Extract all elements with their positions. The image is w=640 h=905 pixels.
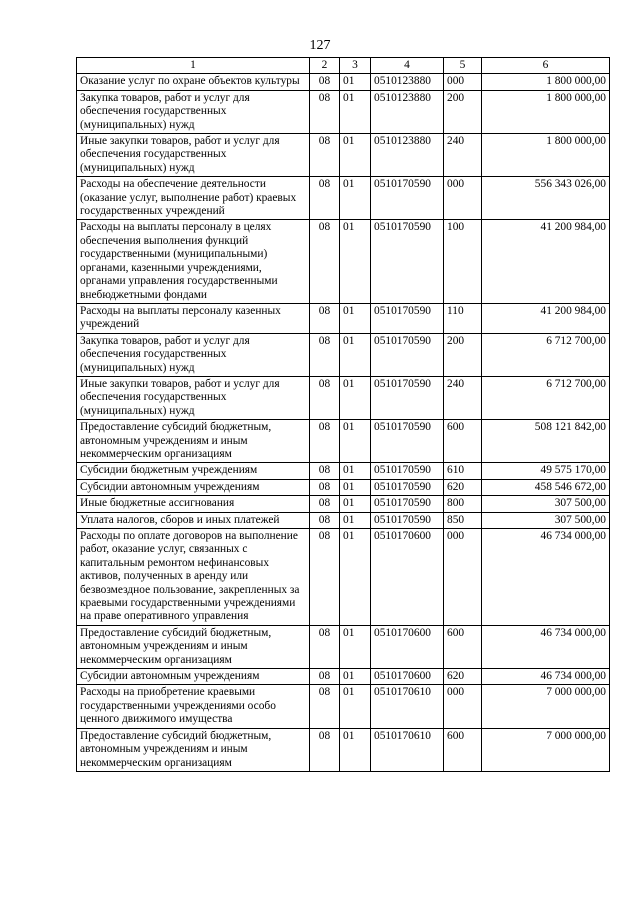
- table-row: [77, 74, 610, 90]
- subsection-code-cell: 01: [340, 376, 371, 419]
- amount-cell: 508 121 842,00: [482, 420, 610, 463]
- amount-cell: 1 800 000,00: [482, 134, 610, 177]
- subsection-code-cell: 01: [340, 512, 371, 528]
- expense-name-cell: Уплата налогов, сборов и иных платежей: [77, 512, 310, 528]
- amount-cell: 307 500,00: [482, 496, 610, 512]
- section-code-cell: 08: [310, 463, 340, 479]
- column-header-4: 4: [371, 58, 444, 74]
- table-row: [77, 512, 610, 528]
- amount-cell: 49 575 170,00: [482, 463, 610, 479]
- expense-name-cell: Иные бюджетные ассигнования: [77, 496, 310, 512]
- subsection-code-cell: 01: [340, 177, 371, 220]
- column-header-2: 2: [310, 58, 340, 74]
- amount-cell: 6 712 700,00: [482, 333, 610, 376]
- expense-type-cell: 110: [444, 303, 482, 333]
- table-row: [77, 420, 610, 463]
- expense-type-cell: 000: [444, 529, 482, 626]
- expense-name-cell: Иные закупки товаров, работ и услуг для обеспечения государственных (муниципальных) нужд: [77, 134, 310, 177]
- expense-name-cell: Расходы на обеспечение деятельности (оказание услуг, выполнение работ) краевых государственных учреждений: [77, 177, 310, 220]
- amount-cell: 1 800 000,00: [482, 74, 610, 90]
- target-article-cell: 0510170590: [371, 220, 444, 303]
- target-article-cell: 0510170600: [371, 625, 444, 668]
- target-article-cell: 0510170590: [371, 420, 444, 463]
- section-code-cell: 08: [310, 496, 340, 512]
- expense-type-cell: 600: [444, 625, 482, 668]
- section-code-cell: 08: [310, 685, 340, 728]
- target-article-cell: 0510170590: [371, 333, 444, 376]
- table-row: [77, 496, 610, 512]
- section-code-cell: 08: [310, 625, 340, 668]
- expense-name-cell: Иные закупки товаров, работ и услуг для обеспечения государственных (муниципальных) нужд: [77, 376, 310, 419]
- expense-name-cell: Предоставление субсидий бюджетным, автономным учреждениям и иным некоммерческим организациям: [77, 625, 310, 668]
- amount-cell: 46 734 000,00: [482, 669, 610, 685]
- expense-type-cell: 610: [444, 463, 482, 479]
- subsection-code-cell: 01: [340, 669, 371, 685]
- expense-type-cell: 620: [444, 479, 482, 495]
- table-row: [77, 669, 610, 685]
- target-article-cell: 0510170590: [371, 376, 444, 419]
- subsection-code-cell: 01: [340, 685, 371, 728]
- target-article-cell: 0510170590: [371, 463, 444, 479]
- section-code-cell: 08: [310, 669, 340, 685]
- subsection-code-cell: 01: [340, 625, 371, 668]
- table-row: [77, 728, 610, 771]
- subsection-code-cell: 01: [340, 220, 371, 303]
- page-number: 127: [309, 38, 331, 53]
- expense-name-cell: Расходы по оплате договоров на выполнение работ, оказание услуг, связанных с капитальным ремонтом нефинансовых активов, полученных в аренду или безвозмездное пользование, закрепленных за краевыми государственными учреждениями на праве оперативного управления: [77, 529, 310, 626]
- expense-type-cell: 240: [444, 134, 482, 177]
- expense-type-cell: 200: [444, 333, 482, 376]
- table-row: [77, 177, 610, 220]
- subsection-code-cell: 01: [340, 479, 371, 495]
- amount-cell: 556 343 026,00: [482, 177, 610, 220]
- expense-type-cell: 200: [444, 90, 482, 133]
- subsection-code-cell: 01: [340, 728, 371, 771]
- expense-name-cell: Закупка товаров, работ и услуг для обеспечения государственных (муниципальных) нужд: [77, 333, 310, 376]
- target-article-cell: 0510170600: [371, 669, 444, 685]
- expense-type-cell: 100: [444, 220, 482, 303]
- expense-name-cell: Оказание услуг по охране объектов культуры: [77, 74, 310, 90]
- table-row: [77, 134, 610, 177]
- amount-cell: 458 546 672,00: [482, 479, 610, 495]
- table-header: [77, 58, 610, 74]
- column-header-5: 5: [444, 58, 482, 74]
- expense-type-cell: 600: [444, 728, 482, 771]
- amount-cell: 6 712 700,00: [482, 376, 610, 419]
- target-article-cell: 0510170600: [371, 529, 444, 626]
- section-code-cell: 08: [310, 376, 340, 419]
- expense-name-cell: Расходы на приобретение краевыми государственными учреждениями особо ценного движимого имущества: [77, 685, 310, 728]
- table-row: [77, 220, 610, 303]
- section-code-cell: 08: [310, 333, 340, 376]
- table-row: [77, 90, 610, 133]
- table-body: [77, 74, 610, 772]
- header-row: [77, 58, 610, 74]
- amount-cell: 41 200 984,00: [482, 303, 610, 333]
- section-code-cell: 08: [310, 512, 340, 528]
- amount-cell: 46 734 000,00: [482, 529, 610, 626]
- expense-type-cell: 850: [444, 512, 482, 528]
- expense-name-cell: Субсидии бюджетным учреждениям: [77, 463, 310, 479]
- amount-cell: 46 734 000,00: [482, 625, 610, 668]
- section-code-cell: 08: [310, 134, 340, 177]
- target-article-cell: 0510170610: [371, 685, 444, 728]
- target-article-cell: 0510170590: [371, 303, 444, 333]
- table-row: [77, 376, 610, 419]
- subsection-code-cell: 01: [340, 74, 371, 90]
- target-article-cell: 0510123880: [371, 90, 444, 133]
- column-header-3: 3: [340, 58, 371, 74]
- budget-table: [76, 57, 610, 772]
- section-code-cell: 08: [310, 529, 340, 626]
- target-article-cell: 0510123880: [371, 74, 444, 90]
- expense-name-cell: Расходы на выплаты персоналу в целях обеспечения выполнения функций государственными (муниципальными) органами, казенными учреждениями, органами управления государственными внебюджетными фондами: [77, 220, 310, 303]
- section-code-cell: 08: [310, 303, 340, 333]
- table-row: [77, 333, 610, 376]
- section-code-cell: 08: [310, 90, 340, 133]
- column-header-1: 1: [77, 58, 310, 74]
- table-row: [77, 303, 610, 333]
- subsection-code-cell: 01: [340, 529, 371, 626]
- expense-type-cell: 600: [444, 420, 482, 463]
- expense-type-cell: 800: [444, 496, 482, 512]
- section-code-cell: 08: [310, 74, 340, 90]
- target-article-cell: 0510123880: [371, 134, 444, 177]
- subsection-code-cell: 01: [340, 333, 371, 376]
- subsection-code-cell: 01: [340, 420, 371, 463]
- expense-type-cell: 000: [444, 74, 482, 90]
- target-article-cell: 0510170590: [371, 479, 444, 495]
- expense-type-cell: 620: [444, 669, 482, 685]
- target-article-cell: 0510170610: [371, 728, 444, 771]
- expense-name-cell: Предоставление субсидий бюджетным, автономным учреждениям и иным некоммерческим организациям: [77, 420, 310, 463]
- amount-cell: 307 500,00: [482, 512, 610, 528]
- expense-name-cell: Субсидии автономным учреждениям: [77, 479, 310, 495]
- amount-cell: 41 200 984,00: [482, 220, 610, 303]
- expense-name-cell: Субсидии автономным учреждениям: [77, 669, 310, 685]
- subsection-code-cell: 01: [340, 496, 371, 512]
- table-row: [77, 479, 610, 495]
- expense-name-cell: Предоставление субсидий бюджетным, автономным учреждениям и иным некоммерческим организациям: [77, 728, 310, 771]
- section-code-cell: 08: [310, 420, 340, 463]
- expense-type-cell: 000: [444, 177, 482, 220]
- target-article-cell: 0510170590: [371, 512, 444, 528]
- subsection-code-cell: 01: [340, 90, 371, 133]
- table-row: [77, 529, 610, 626]
- expense-type-cell: 000: [444, 685, 482, 728]
- target-article-cell: 0510170590: [371, 496, 444, 512]
- section-code-cell: 08: [310, 479, 340, 495]
- table-row: [77, 625, 610, 668]
- subsection-code-cell: 01: [340, 134, 371, 177]
- target-article-cell: 0510170590: [371, 177, 444, 220]
- section-code-cell: 08: [310, 177, 340, 220]
- table-row: [77, 463, 610, 479]
- subsection-code-cell: 01: [340, 463, 371, 479]
- expense-name-cell: Расходы на выплаты персоналу казенных учреждений: [77, 303, 310, 333]
- section-code-cell: 08: [310, 728, 340, 771]
- amount-cell: 7 000 000,00: [482, 685, 610, 728]
- expense-type-cell: 240: [444, 376, 482, 419]
- column-header-6: 6: [482, 58, 610, 74]
- amount-cell: 1 800 000,00: [482, 90, 610, 133]
- amount-cell: 7 000 000,00: [482, 728, 610, 771]
- section-code-cell: 08: [310, 220, 340, 303]
- table-row: [77, 685, 610, 728]
- subsection-code-cell: 01: [340, 303, 371, 333]
- expense-name-cell: Закупка товаров, работ и услуг для обеспечения государственных (муниципальных) нужд: [77, 90, 310, 133]
